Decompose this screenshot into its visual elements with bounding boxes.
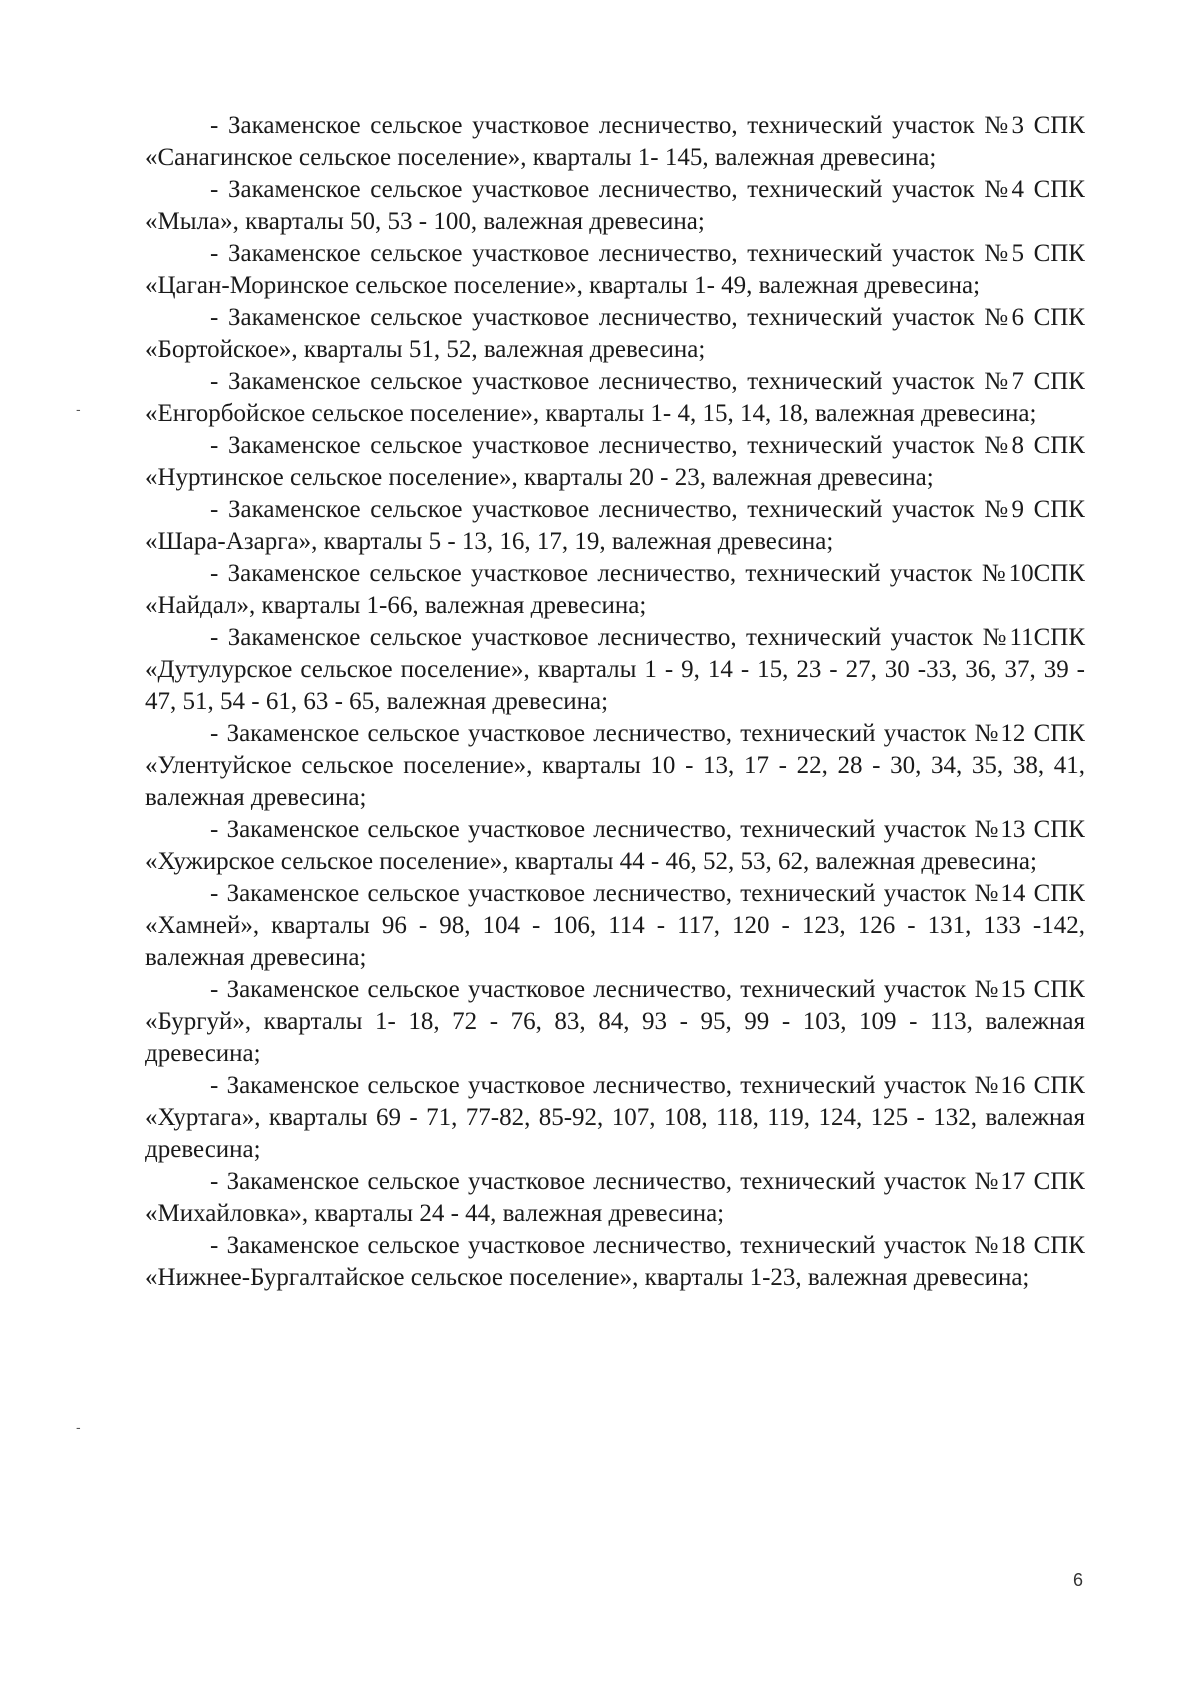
list-item: - Закаменское сельское участковое лесничество, технический участок №4 СПК «Мыла», кварталы 50, 53 - 100, валежная древесина;: [145, 176, 1085, 235]
page-number: 6: [1072, 1570, 1083, 1590]
list-item: - Закаменское сельское участковое лесничество, технический участок №8 СПК «Нуртинское сельское поселение», кварталы 20 - 23, валежная древесина;: [145, 432, 1085, 491]
list-item: - Закаменское сельское участковое лесничество, технический участок №6 СПК «Бортойское», кварталы 51, 52, валежная древесина;: [145, 304, 1085, 363]
list-item: - Закаменское сельское участковое лесничество, технический участок №12 СПК «Улентуйское сельское поселение», кварталы 10 - 13, 17 - 22, 28 - 30, 34, 35, 38, 41, валежная древесина;: [145, 720, 1085, 811]
scan-speck: -: [76, 1419, 81, 1435]
document-body: [145, 110, 1085, 1294]
list-item: - Закаменское сельское участковое лесничество, технический участок №17 СПК «Михайловка», кварталы 24 - 44, валежная древесина;: [145, 1168, 1085, 1227]
list-item: - Закаменское сельское участковое лесничество, технический участок №11СПК «Дутулурское сельское поселение», кварталы 1 - 9, 14 - 15, 23 - 27, 30 -33, 36, 37, 39 - 47, 51, 54 - 61, 63 - 65, валежная древесина;: [145, 624, 1085, 715]
list-item: - Закаменское сельское участковое лесничество, технический участок №13 СПК «Хужирское сельское поселение», кварталы 44 - 46, 52, 53, 62, валежная древесина;: [145, 816, 1085, 875]
list-item: - Закаменское сельское участковое лесничество, технический участок №3 СПК «Санагинское сельское поселение», кварталы 1- 145, валежная древесина;: [145, 112, 1085, 171]
list-item: - Закаменское сельское участковое лесничество, технический участок №5 СПК «Цаган-Моринское сельское поселение», кварталы 1- 49, валежная древесина;: [145, 240, 1085, 299]
list-item: - Закаменское сельское участковое лесничество, технический участок №9 СПК «Шара-Азарга», кварталы 5 - 13, 16, 17, 19, валежная древесина;: [145, 496, 1085, 555]
list-item: - Закаменское сельское участковое лесничество, технический участок №14 СПК «Хамней», кварталы 96 - 98, 104 - 106, 114 - 117, 120 - 123, 126 - 131, 133 -142, валежная древесина;: [145, 880, 1085, 971]
list-item: - Закаменское сельское участковое лесничество, технический участок №16 СПК «Хуртага», кварталы 69 - 71, 77-82, 85-92, 107, 108, 118, 119, 124, 125 - 132, валежная древесина;: [145, 1072, 1085, 1163]
list-item: - Закаменское сельское участковое лесничество, технический участок №10СПК «Найдал», кварталы 1-66, валежная древесина;: [145, 560, 1085, 619]
list-item: - Закаменское сельское участковое лесничество, технический участок №7 СПК «Енгорбойское сельское поселение», кварталы 1- 4, 15, 14, 18, валежная древесина;: [145, 368, 1085, 427]
list-item: - Закаменское сельское участковое лесничество, технический участок №15 СПК «Бургуй», кварталы 1- 18, 72 - 76, 83, 84, 93 - 95, 99 - 103, 109 - 113, валежная древесина;: [145, 976, 1085, 1067]
list-item: - Закаменское сельское участковое лесничество, технический участок №18 СПК «Нижнее-Бургалтайское сельское поселение», кварталы 1-23, валежная древесина;: [145, 1232, 1085, 1291]
scan-speck: -: [76, 401, 81, 417]
